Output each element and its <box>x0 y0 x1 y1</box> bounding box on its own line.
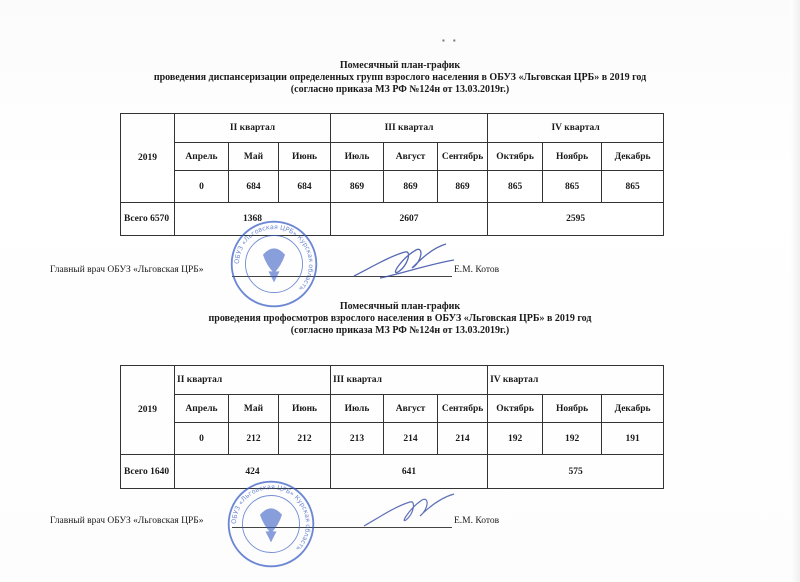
month-header: Май <box>229 395 279 423</box>
plan2-subtitle: проведения профосмотров взрослого населения в ОБУЗ «Льговская ЦРБ» в 2019 год <box>208 313 592 324</box>
plan1-subtitle: проведения диспансеризации определенных групп взрослого населения в ОБУЗ «Льговская ЦРБ» в 2019 год <box>153 72 647 83</box>
quarter-total: 1368 <box>175 203 331 236</box>
table-row <box>121 455 664 489</box>
official-stamp <box>225 478 317 570</box>
month-header: Сентябрь <box>438 395 488 423</box>
plan2-heading <box>100 301 700 337</box>
total-label: Всего 6570 <box>121 203 175 236</box>
table-row <box>121 143 664 171</box>
svg-text:ОБУЗ «Льговская ЦРБ» Курская о: ОБУЗ «Льговская ЦРБ» Курская область <box>229 482 313 553</box>
month-value: 0 <box>175 423 229 455</box>
month-value: 869 <box>384 171 438 203</box>
month-value: 0 <box>175 171 229 203</box>
month-value: 212 <box>229 423 279 455</box>
chief-doctor-name: Е.М. Котов <box>454 516 500 526</box>
quarter-total: 575 <box>488 455 664 489</box>
quarter-total: 424 <box>175 455 331 489</box>
plan2-table <box>120 365 664 489</box>
handwritten-signature <box>360 490 460 532</box>
month-value: 213 <box>331 423 384 455</box>
page-edge <box>790 0 800 582</box>
quarter-header: IV квартал <box>488 114 664 143</box>
plan1-order-reference: (согласно приказа МЗ РФ №124н от 13.03.2019г.) <box>290 84 510 95</box>
quarter-header: IV квартал <box>488 366 664 395</box>
year-cell: 2019 <box>121 366 175 455</box>
official-stamp <box>228 218 320 310</box>
quarter-total: 2607 <box>331 203 488 236</box>
month-value: 191 <box>602 423 664 455</box>
quarter-header: II квартал <box>175 366 331 395</box>
year-cell: 2019 <box>121 114 175 203</box>
month-value: 869 <box>438 171 488 203</box>
chief-doctor-label: Главный врач ОБУЗ «Льговская ЦРБ» <box>50 516 204 526</box>
month-value: 212 <box>279 423 331 455</box>
table-row <box>121 203 664 236</box>
table-row <box>121 395 664 423</box>
month-header: Октябрь <box>488 395 543 423</box>
month-header: Апрель <box>175 395 229 423</box>
month-header: Июль <box>331 143 384 171</box>
month-header: Декабрь <box>602 395 664 423</box>
month-header: Август <box>384 395 438 423</box>
month-header: Май <box>229 143 279 171</box>
month-value: 865 <box>488 171 543 203</box>
month-value: 865 <box>602 171 664 203</box>
chief-doctor-name: Е.М. Котов <box>454 265 500 275</box>
quarter-total: 2595 <box>488 203 664 236</box>
month-value: 214 <box>384 423 438 455</box>
table-row <box>121 114 664 143</box>
month-value: 192 <box>543 423 602 455</box>
table-row <box>121 423 664 455</box>
quarter-header: III квартал <box>331 114 488 143</box>
svg-text:ОБУЗ «Льговская ЦРБ» Курская о: ОБУЗ «Льговская ЦРБ» Курская область <box>232 222 316 293</box>
quarter-header: III квартал <box>331 366 488 395</box>
month-header: Сентябрь <box>438 143 488 171</box>
month-value: 214 <box>438 423 488 455</box>
plan2-order-reference: (согласно приказа МЗ РФ №124н от 13.03.2019г.) <box>290 325 510 336</box>
month-value: 192 <box>488 423 543 455</box>
month-header: Ноябрь <box>543 395 602 423</box>
month-value: 865 <box>543 171 602 203</box>
month-header: Апрель <box>175 143 229 171</box>
month-header: Октябрь <box>488 143 543 171</box>
plan1-heading <box>100 60 700 96</box>
month-value: 684 <box>279 171 331 203</box>
month-header: Июль <box>331 395 384 423</box>
chief-doctor-label: Главный врач ОБУЗ «Льговская ЦРБ» <box>50 265 204 275</box>
table-row <box>121 366 664 395</box>
month-header: Август <box>384 143 438 171</box>
month-value: 869 <box>331 171 384 203</box>
total-label: Всего 1640 <box>121 455 175 489</box>
plan1-title: Помесячный план-график <box>339 60 461 71</box>
month-header: Декабрь <box>602 143 664 171</box>
scan-marks: ▪ ▪ <box>442 36 459 45</box>
month-header: Июнь <box>279 143 331 171</box>
month-value: 684 <box>229 171 279 203</box>
quarter-header: II квартал <box>175 114 331 143</box>
month-header: Июнь <box>279 395 331 423</box>
handwritten-signature <box>350 238 460 284</box>
plan2-title: Помесячный план-график <box>339 301 461 312</box>
month-header: Ноябрь <box>543 143 602 171</box>
quarter-total: 641 <box>331 455 488 489</box>
plan1-table <box>120 113 664 236</box>
table-row <box>121 171 664 203</box>
